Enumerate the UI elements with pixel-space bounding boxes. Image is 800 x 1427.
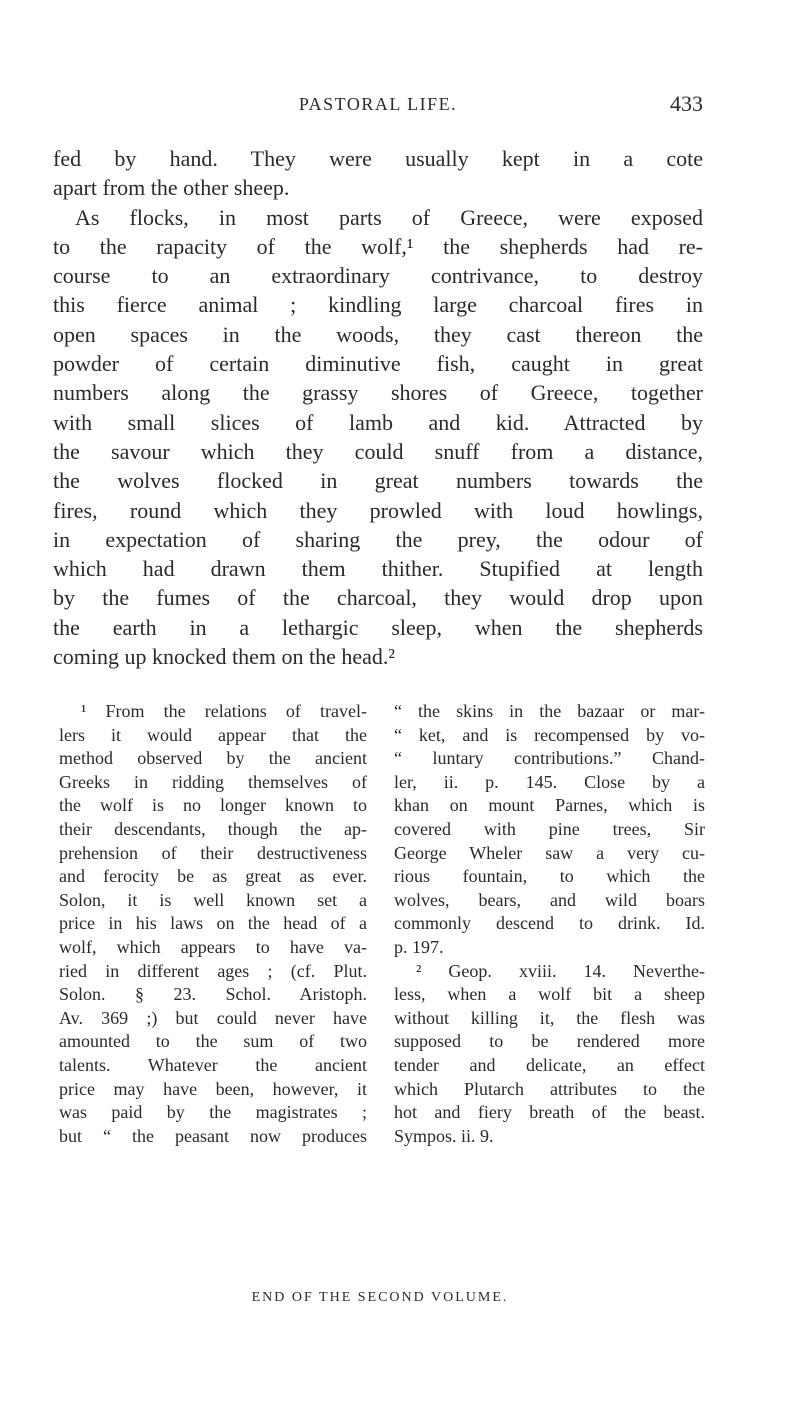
text-line: tender and delicate, an effect bbox=[394, 1054, 705, 1075]
footnotes-right-column bbox=[394, 700, 705, 1148]
text-line: commonly descend to drink. Id. bbox=[394, 913, 705, 934]
text-line: wolf, which appears to have va- bbox=[59, 936, 367, 957]
text-line: fires, round which they prowled with loud howlings, bbox=[53, 497, 703, 523]
text-line: supposed to be rendered more bbox=[394, 1031, 705, 1052]
text-line: price may have been, however, it bbox=[59, 1078, 367, 1099]
text-line: hot and fiery breath of the beast. bbox=[394, 1102, 705, 1123]
text-line: this fierce animal ; kindling large charcoal fires in bbox=[53, 292, 703, 318]
text-line: prehension of their destructiveness bbox=[59, 842, 367, 863]
text-line: Solon, it is well known set a bbox=[59, 889, 367, 910]
text-line: powder of certain diminutive fish, caught in great bbox=[53, 351, 703, 377]
text-line: the savour which they could snuff from a distance, bbox=[53, 438, 703, 464]
text-line: ² Geop. xviii. 14. Neverthe- bbox=[416, 960, 705, 981]
text-line: price in his laws on the head of a bbox=[59, 913, 367, 934]
text-line: the earth in a lethargic sleep, when the shepherds bbox=[53, 614, 703, 640]
text-line: lers it would appear that the bbox=[59, 724, 367, 745]
text-line: but “ the peasant now produces bbox=[59, 1125, 367, 1146]
text-line: amounted to the sum of two bbox=[59, 1031, 367, 1052]
text-line: Av. 369 ;) but could never have bbox=[59, 1007, 367, 1028]
text-line: coming up knocked them on the head.² bbox=[53, 644, 396, 670]
footnotes-left-column bbox=[59, 700, 367, 1148]
text-line: which had drawn them thither. Stupified at length bbox=[53, 556, 703, 582]
text-line: without killing it, the flesh was bbox=[394, 1007, 705, 1028]
text-line: George Wheler saw a very cu- bbox=[394, 842, 705, 863]
text-line: the wolf is no longer known to bbox=[59, 795, 367, 816]
text-line: ried in different ages ; (cf. Plut. bbox=[59, 960, 367, 981]
text-line: to the rapacity of the wolf,¹ the shepherds had re- bbox=[53, 233, 703, 259]
text-line: with small slices of lamb and kid. Attracted by bbox=[53, 409, 703, 435]
text-line: by the fumes of the charcoal, they would drop upon bbox=[53, 585, 703, 611]
text-line: “ luntary contributions.” Chand- bbox=[394, 748, 705, 769]
text-line: p. 197. bbox=[394, 936, 444, 957]
text-line: covered with pine trees, Sir bbox=[394, 818, 705, 839]
text-line: course to an extraordinary contrivance, to destroy bbox=[53, 263, 703, 289]
text-line: wolves, bears, and wild boars bbox=[394, 889, 705, 910]
running-title: PASTORAL LIFE. bbox=[298, 94, 458, 114]
text-line: Sympos. ii. 9. bbox=[394, 1125, 494, 1146]
text-line: Greeks in ridding themselves of bbox=[59, 771, 367, 792]
text-line: “ the skins in the bazaar or mar- bbox=[394, 701, 705, 721]
text-line: numbers along the grassy shores of Greece, together bbox=[53, 380, 703, 406]
text-line: fed by hand. They were usually kept in a cote bbox=[53, 146, 703, 171]
text-line: method observed by the ancient bbox=[59, 748, 367, 769]
text-line: apart from the other sheep. bbox=[53, 175, 290, 201]
body-text bbox=[53, 144, 703, 671]
page-number: 433 bbox=[670, 91, 703, 116]
text-line: rious fountain, to which the bbox=[394, 866, 705, 887]
running-head bbox=[53, 91, 703, 120]
text-line: ler, ii. p. 145. Close by a bbox=[394, 771, 705, 792]
text-line: the wolves flocked in great numbers towards the bbox=[53, 468, 703, 494]
text-line: in expectation of sharing the prey, the odour of bbox=[53, 526, 703, 552]
text-line: and ferocity be as great as ever. bbox=[59, 866, 367, 887]
text-line: ¹ From the relations of travel- bbox=[81, 701, 367, 721]
end-of-volume-note: END OF THE SECOND VOLUME. bbox=[251, 1290, 509, 1305]
text-line: less, when a wolf bit a sheep bbox=[394, 984, 705, 1005]
text-line: their descendants, though the ap- bbox=[59, 818, 367, 839]
text-line: “ ket, and is recompensed by vo- bbox=[394, 724, 705, 745]
text-line: As flocks, in most parts of Greece, were exposed bbox=[75, 204, 703, 230]
text-line: was paid by the magistrates ; bbox=[59, 1102, 367, 1123]
text-line: open spaces in the woods, they cast thereon the bbox=[53, 321, 703, 347]
text-line: Solon. § 23. Schol. Aristoph. bbox=[59, 984, 367, 1005]
text-line: which Plutarch attributes to the bbox=[394, 1078, 705, 1099]
text-line: khan on mount Parnes, which is bbox=[394, 795, 705, 816]
text-line: talents. Whatever the ancient bbox=[59, 1054, 367, 1075]
